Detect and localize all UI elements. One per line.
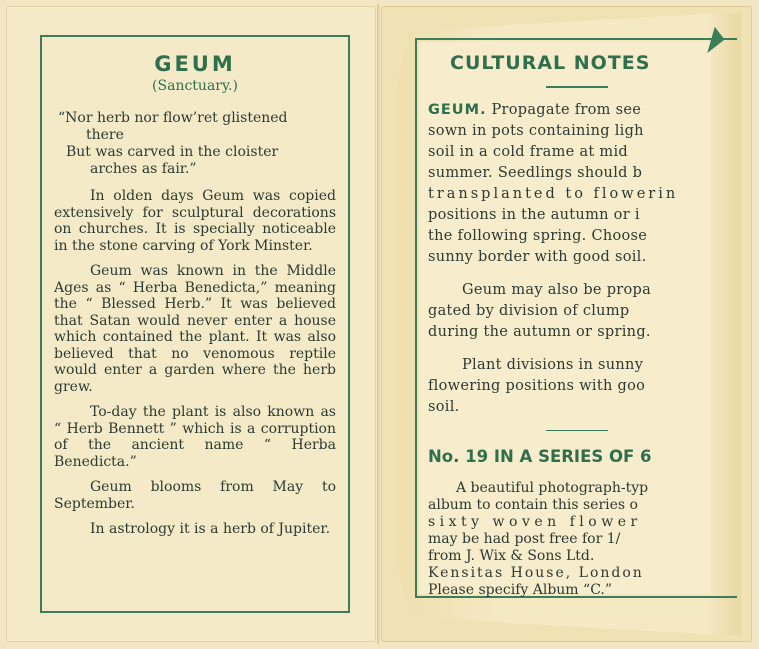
notes-line: the following spring. Choose bbox=[428, 227, 648, 244]
planting-line: Plant divisions in sunny bbox=[462, 356, 644, 373]
right-content bbox=[428, 52, 708, 599]
notes-line: soil in a cold frame at mid bbox=[428, 143, 629, 160]
verse-line: But was carved in the cloister bbox=[66, 144, 279, 160]
planting-line: flowering positions with goo bbox=[428, 377, 646, 394]
album-line: sixty woven flower bbox=[428, 514, 642, 530]
notes-line: sown in pots containing ligh bbox=[428, 122, 644, 139]
notes-line: sunny border with good soil. bbox=[428, 248, 647, 265]
album-line: Please specify Album “C.” bbox=[428, 582, 613, 598]
division-line: during the autumn or spring. bbox=[428, 323, 651, 340]
flower-subtitle: (Sanctuary.) bbox=[152, 78, 238, 94]
division-line: gated by division of clump bbox=[428, 302, 630, 319]
left-content bbox=[54, 52, 336, 547]
verse-line: there bbox=[86, 127, 124, 143]
planting-line: soil. bbox=[428, 398, 460, 415]
verse-quote bbox=[54, 110, 336, 178]
album-offer bbox=[428, 480, 708, 599]
center-fold bbox=[377, 4, 380, 644]
album-line: from J. Wix & Sons Ltd. bbox=[428, 548, 595, 564]
notes-line: summer. Seedlings should b bbox=[428, 164, 643, 181]
cultural-notes-title: CULTURAL NOTES bbox=[450, 52, 651, 74]
notes-lead: GEUM. bbox=[428, 101, 487, 118]
album-line: album to contain this series o bbox=[428, 497, 638, 513]
album-line: Kensitas House, London bbox=[428, 565, 644, 581]
middle-ages-paragraph: Geum was known in the Middle Ages as “ Herba Benedicta,” meaning the “ Blessed Herb.” It was believed that Satan would never enter a house which contained the plant. It was also believed that no venomous reptile would enter a garden where the herb grew. bbox=[54, 263, 336, 395]
bloom-paragraph: Geum blooms from May to September. bbox=[54, 479, 336, 512]
notes-line: positions in the autumn or i bbox=[428, 206, 640, 223]
divider-rule bbox=[546, 430, 608, 432]
propagation-paragraph bbox=[428, 100, 708, 268]
planting-paragraph bbox=[428, 355, 708, 418]
series-number: No. 19 IN A SERIES OF 6 bbox=[428, 447, 652, 466]
history-paragraph: In olden days Geum was copied extensively for sculptural decorations on churches. It is specially noticeable in the stone carving of York Minster. bbox=[54, 188, 336, 254]
notes-line: Propagate from see bbox=[491, 101, 642, 118]
album-line: A beautiful photograph-typ bbox=[456, 480, 649, 496]
flower-title: GEUM bbox=[154, 52, 236, 76]
verse-line: arches as fair.” bbox=[90, 161, 197, 177]
album-line: may be had post free for 1/ bbox=[428, 531, 621, 547]
notes-line: transplanted to flowerin bbox=[428, 185, 679, 202]
divider-rule bbox=[546, 86, 608, 88]
astrology-paragraph: In astrology it is a herb of Jupiter. bbox=[90, 521, 331, 537]
today-paragraph: To-day the plant is also known as “ Herb Bennett ” which is a corruption of the ancient name “ Herba Benedicta.” bbox=[54, 404, 336, 470]
verse-line: “Nor herb nor flow’ret glistened bbox=[58, 110, 288, 126]
division-line: Geum may also be propa bbox=[462, 281, 652, 298]
division-paragraph bbox=[428, 280, 708, 343]
